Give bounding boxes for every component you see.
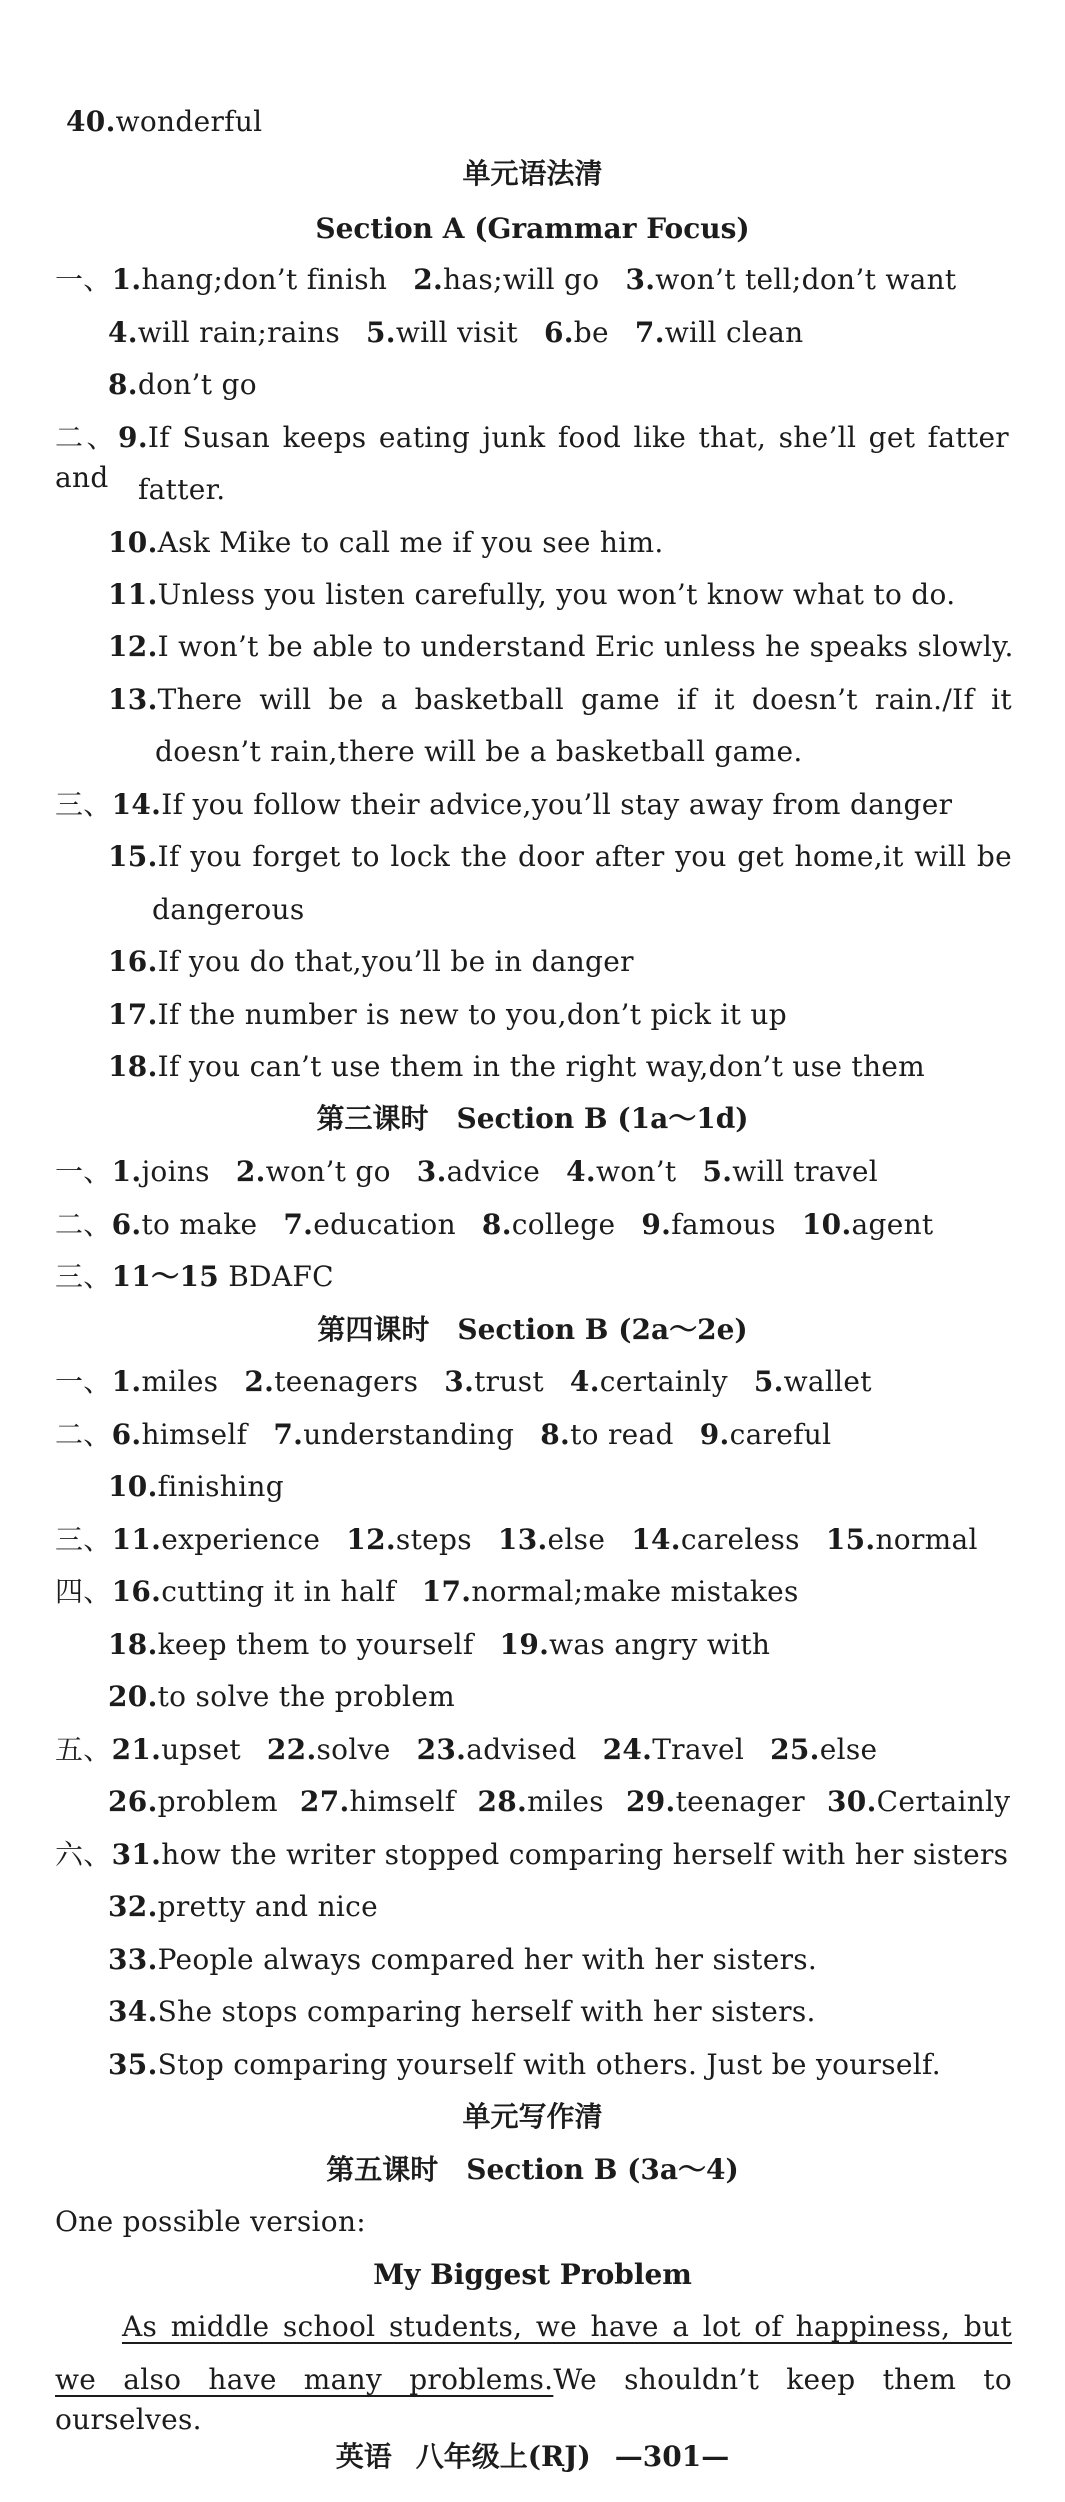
answer-line: fatter.	[138, 473, 226, 506]
answer-line: 33.People always compared her with her sisters.	[108, 1943, 818, 1976]
answer-line: doesn’t rain,there will be a basketball game.	[155, 735, 803, 768]
answer-line: 4.will rain;rains 5.will visit 6.be 7.will clean	[108, 316, 804, 349]
answer-line: 18.keep them to yourself 19.was angry with	[108, 1628, 771, 1661]
answer-line: 20.to solve the problem	[108, 1680, 456, 1713]
section-title-lesson5: 第五课时 Section B (3a～4)	[326, 2153, 739, 2186]
answer-line: 40.wonderful	[66, 105, 263, 138]
essay-line: As middle school students, we have a lot of happiness, but	[122, 2310, 1012, 2343]
section-subtitle-grammar: Section A (Grammar Focus)	[315, 212, 750, 245]
answer-line: 一、1.miles 2.teenagers 3.trust 4.certainly 5.wallet	[55, 1365, 872, 1398]
answer-line: 三、11～15 BDAFC	[55, 1260, 334, 1293]
answer-line: 18.If you can’t use them in the right way,don’t use them	[108, 1050, 925, 1083]
section-title-grammar: 单元语法清	[462, 157, 603, 190]
answer-line: 一、1.hang;don’t finish 2.has;will go 3.won’t tell;don’t want	[55, 263, 957, 296]
essay-intro: One possible version:	[55, 2205, 367, 2238]
answer-line: 三、11.experience 12.steps 13.else 14.careless 15.normal	[55, 1523, 978, 1556]
answer-line: 二、6.himself 7.understanding 8.to read 9.careful	[55, 1418, 832, 1451]
answer-line: 34.She stops comparing herself with her sisters.	[108, 1995, 816, 2028]
section-title-lesson3: 第三课时 Section B (1a～1d)	[316, 1102, 749, 1135]
essay-title: My Biggest Problem	[373, 2258, 692, 2291]
answer-line: 15.If you forget to lock the door after you get home,it will be	[108, 840, 1012, 873]
answer-line: 16.If you do that,you’ll be in danger	[108, 945, 634, 978]
answer-line: 三、14.If you follow their advice,you’ll stay away from danger	[55, 788, 953, 821]
answer-line: 四、16.cutting it in half 17.normal;make mistakes	[55, 1575, 799, 1608]
answer-line: 二、9.If Susan keeps eating junk food like that, she’ll get fatter and	[55, 421, 1009, 494]
answer-line: 五、21.upset 22.solve 23.advised 24.Travel 25.else	[55, 1733, 878, 1766]
answer-line: dangerous	[152, 893, 305, 926]
answer-line: 8.don’t go	[108, 368, 257, 401]
answer-line: 10.finishing	[108, 1470, 284, 1503]
answer-line: 11.Unless you listen carefully, you won’t know what to do.	[108, 578, 956, 611]
answer-line: 26.problem 27.himself 28.miles 29.teenager 30.Certainly	[108, 1785, 1011, 1818]
answer-line: 35.Stop comparing yourself with others. Just be yourself.	[108, 2048, 941, 2081]
essay-line: we also have many problems.We shouldn’t keep them to ourselves.	[55, 2363, 1012, 2436]
footer-grade: 八年级上(RJ)	[415, 2440, 591, 2473]
section-title-writing: 单元写作清	[462, 2100, 603, 2133]
answer-line: 10.Ask Mike to call me if you see him.	[108, 526, 664, 559]
answer-line: 一、1.joins 2.won’t go 3.advice 4.won’t 5.will travel	[55, 1155, 879, 1188]
answer-line: 13.There will be a basketball game if it doesn’t rain./If it	[108, 683, 1012, 716]
answer-line: 12.I won’t be able to understand Eric unless he speaks slowly.	[108, 630, 1014, 663]
answer-line: 二、6.to make 7.education 8.college 9.famous 10.agent	[55, 1208, 934, 1241]
page-number: —301—	[614, 2440, 730, 2473]
footer-subject: 英语	[335, 2440, 392, 2473]
section-title-lesson4: 第四课时 Section B (2a～2e)	[317, 1313, 748, 1346]
page-footer	[0, 2437, 1065, 2477]
answer-line: 32.pretty and nice	[108, 1890, 379, 1923]
answer-line: 六、31.how the writer stopped comparing herself with her sisters	[55, 1838, 1009, 1871]
answer-line: 17.If the number is new to you,don’t pick it up	[108, 998, 787, 1031]
